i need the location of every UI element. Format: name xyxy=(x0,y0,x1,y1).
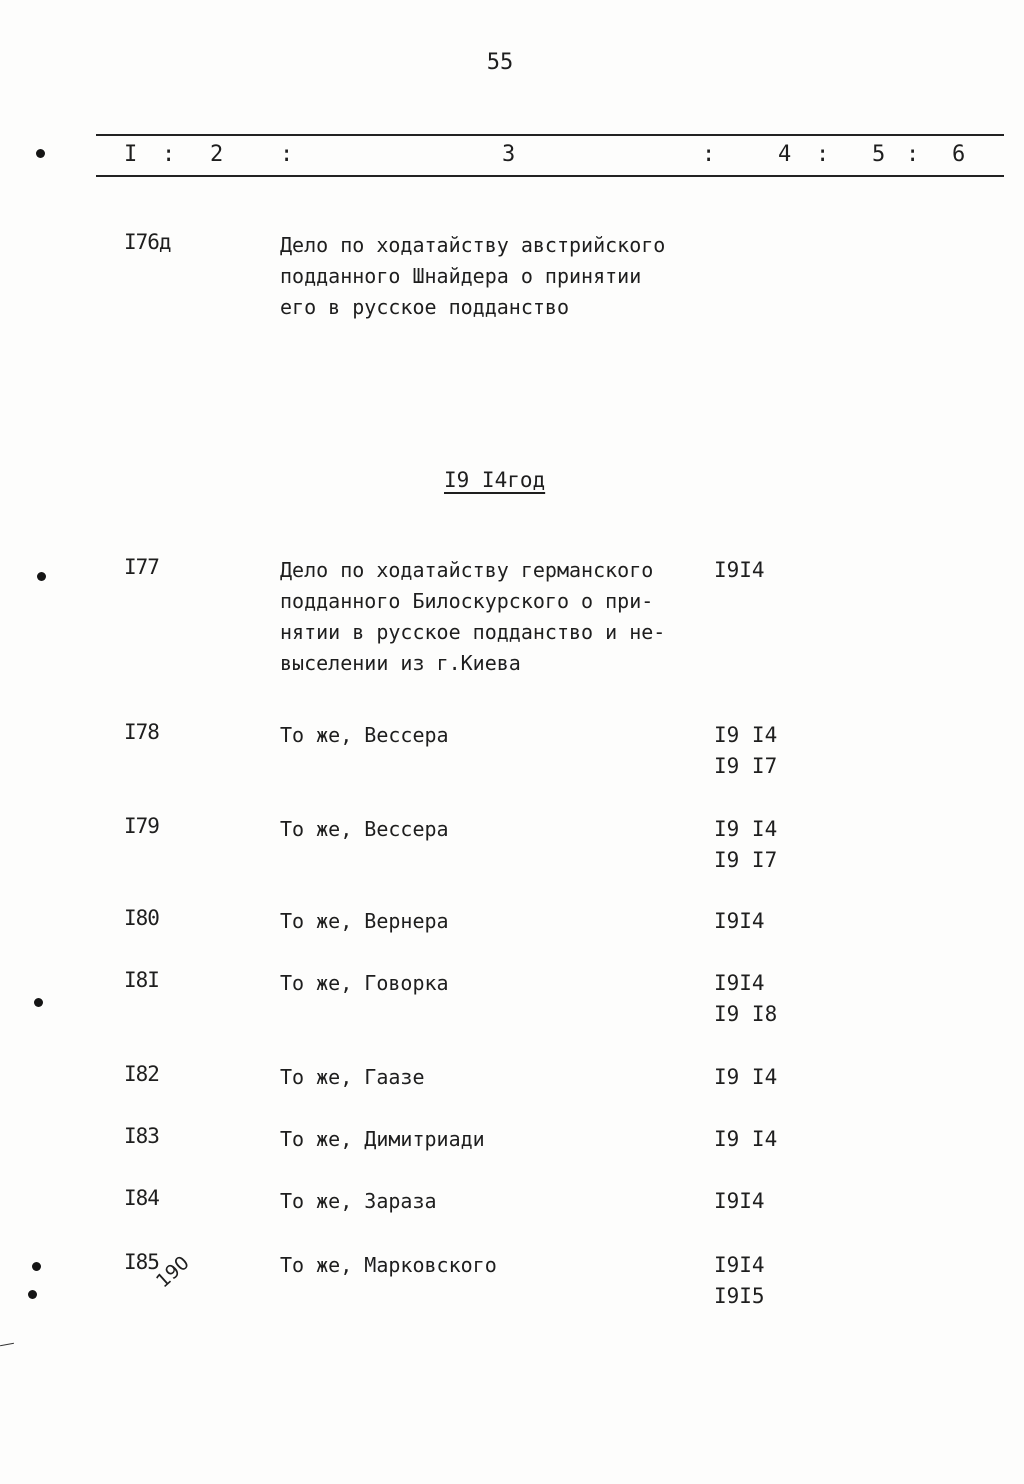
column-header-1: I xyxy=(124,142,138,167)
entry-number: I83 xyxy=(124,1124,159,1148)
entry-title-line: подданного Шнайдера о принятии xyxy=(280,264,642,288)
entry-title-line: выселении из г.Киева xyxy=(280,651,521,675)
entry-title xyxy=(280,555,700,679)
entry-title-line: То же, Гаазе xyxy=(280,1065,425,1089)
entry-year: I9 I4 xyxy=(714,723,778,747)
column-header-4: 4 xyxy=(778,142,792,167)
entry-years xyxy=(714,555,765,586)
entry-title xyxy=(280,1062,700,1093)
entry-year: I9 I4 xyxy=(714,1127,778,1151)
entry-number: I84 xyxy=(124,1186,159,1210)
entry-title-line: подданного Билоскурского о при- xyxy=(280,589,654,613)
binding-hole-mark xyxy=(32,1262,41,1271)
entry-title xyxy=(280,720,700,751)
entry-title xyxy=(280,1250,700,1281)
entry-title xyxy=(280,1186,700,1217)
column-separator: : xyxy=(702,142,716,167)
column-separator: : xyxy=(816,142,830,167)
entry-title xyxy=(280,814,700,845)
entry-year: I9 I7 xyxy=(714,848,778,872)
column-separator: : xyxy=(162,142,176,167)
entry-number: I85 xyxy=(124,1250,159,1274)
column-header-3: 3 xyxy=(502,142,516,167)
entry-title-line: То же, Вессера xyxy=(280,723,449,747)
entry-title-line: То же, Вернера xyxy=(280,909,449,933)
entry-year: I9I4 xyxy=(714,909,765,933)
column-header-2: 2 xyxy=(210,142,224,167)
entry-year: I9 I7 xyxy=(714,754,778,778)
binding-hole-mark xyxy=(28,1290,37,1299)
entry-years xyxy=(714,814,777,876)
column-header-6: 6 xyxy=(952,142,966,167)
entry-title-line: Дело по ходатайству германского xyxy=(280,558,654,582)
year-heading: I9 I4год xyxy=(444,468,546,492)
entry-number: I76д xyxy=(124,230,171,254)
handwritten-annotation: 190 xyxy=(152,1251,194,1293)
entry-years xyxy=(714,906,765,937)
entry-title xyxy=(280,906,700,937)
entry-number: I79 xyxy=(124,814,159,838)
binding-hole-mark xyxy=(36,149,45,158)
table-header-top-rule xyxy=(96,134,1004,136)
entry-year: I9 I4 xyxy=(714,1065,778,1089)
entry-title-line: То же, Димитриади xyxy=(280,1127,485,1151)
entry-years xyxy=(714,1124,777,1155)
entry-number: I82 xyxy=(124,1062,159,1086)
entry-title-line: Дело по ходатайству австрийского xyxy=(280,233,666,257)
entry-year: I9 I4 xyxy=(714,817,778,841)
entry-years xyxy=(714,1062,777,1093)
entry-title-line: нятии в русское подданство и не- xyxy=(280,620,666,644)
entry-number: I8I xyxy=(124,968,159,992)
entry-year: I9I4 xyxy=(714,1189,765,1213)
entry-year: I9 I8 xyxy=(714,1002,778,1026)
entry-title-line: То же, Говорка xyxy=(280,971,449,995)
table-header-bottom-rule xyxy=(96,175,1004,177)
page-number: 55 xyxy=(486,50,514,75)
column-header-5: 5 xyxy=(872,142,886,167)
entry-title xyxy=(280,230,700,323)
entry-years xyxy=(714,1186,765,1217)
entry-number: I78 xyxy=(124,720,159,744)
entry-number: I77 xyxy=(124,555,159,579)
binding-hole-mark xyxy=(37,572,46,581)
entry-years xyxy=(714,720,777,782)
entry-year: I9I4 xyxy=(714,971,765,995)
binding-hole-mark xyxy=(34,998,43,1007)
column-separator: : xyxy=(906,142,920,167)
entry-year: I9I5 xyxy=(714,1284,765,1308)
entry-years xyxy=(714,968,777,1030)
entry-title xyxy=(280,968,700,999)
entry-number: I80 xyxy=(124,906,159,930)
entry-title-line: его в русское подданство xyxy=(280,295,569,319)
margin-mark xyxy=(0,1343,14,1346)
entry-years xyxy=(714,1250,765,1312)
entry-title-line: То же, Зараза xyxy=(280,1189,437,1213)
entry-year: I9I4 xyxy=(714,1253,765,1277)
entry-year: I9I4 xyxy=(714,558,765,582)
column-separator: : xyxy=(280,142,294,167)
entry-title xyxy=(280,1124,700,1155)
entry-title-line: То же, Вессера xyxy=(280,817,449,841)
entry-title-line: То же, Марковского xyxy=(280,1253,497,1277)
